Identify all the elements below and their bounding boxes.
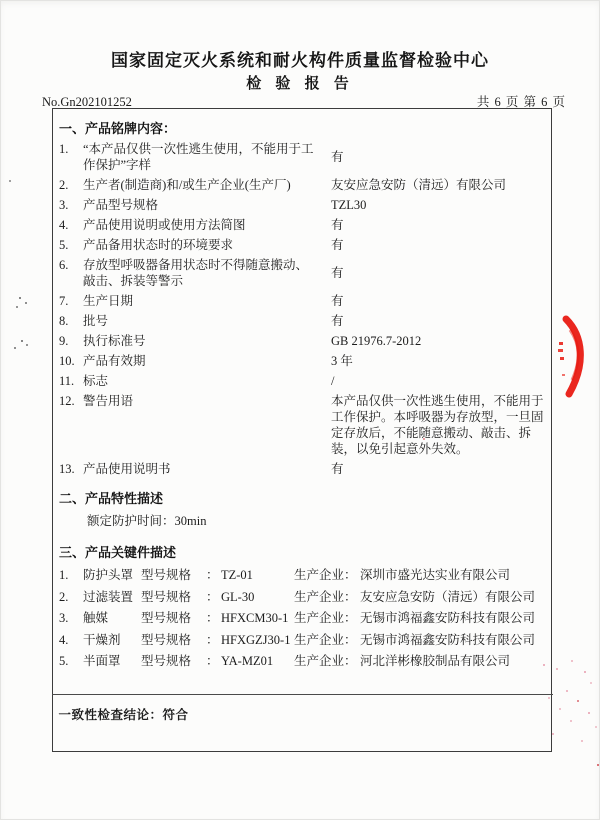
- producer-value: 深圳市盛光达实业有限公司: [360, 568, 511, 582]
- producer-label: 生产企业：: [294, 654, 357, 668]
- item-number: 3.: [59, 198, 69, 212]
- nameplate-item: [59, 333, 545, 349]
- colon: ：: [206, 589, 219, 604]
- model-value: GL-30: [221, 589, 255, 604]
- item-label: 产品使用说明书: [83, 462, 171, 476]
- part-name: 防护头罩: [83, 568, 134, 582]
- model-value: HFXGZJ30-1: [221, 632, 291, 647]
- item-label: 标志: [83, 374, 109, 388]
- model-value: YA-MZ01: [221, 654, 274, 668]
- nameplate-item: [59, 393, 545, 457]
- red-seal-stamp-fragment: [556, 312, 596, 402]
- section-key-parts: [59, 545, 545, 671]
- nameplate-item: [59, 237, 545, 253]
- scan-speckles-bottom-right: [543, 664, 545, 666]
- row-number: 1.: [59, 568, 69, 582]
- report-number: No.Gn202101252: [42, 95, 132, 109]
- item-value: 有: [331, 218, 344, 232]
- item-label: 产品型号规格: [83, 198, 159, 212]
- item-number: 7.: [59, 294, 69, 308]
- producer-value: 友安应急安防（清远）有限公司: [360, 589, 536, 604]
- item-value: /: [331, 374, 335, 388]
- item-number: 5.: [59, 238, 69, 252]
- item-number: 1.: [59, 142, 69, 156]
- nameplate-item: [59, 373, 545, 389]
- colon: ：: [206, 568, 219, 582]
- colon: ：: [206, 654, 219, 668]
- key-part-row: [59, 630, 545, 650]
- item-number: 13.: [59, 462, 75, 476]
- item-value: 有: [331, 294, 344, 308]
- producer-label: 生产企业：: [294, 632, 357, 647]
- nameplate-item: [59, 353, 545, 369]
- key-part-row: [59, 587, 545, 607]
- item-label: 生产者(制造商)和/或生产企业(生产厂): [83, 178, 291, 192]
- model-label: 型号规格: [141, 654, 192, 668]
- part-name: 过滤装置: [83, 589, 134, 604]
- report-title: 检 验 报 告: [246, 75, 354, 92]
- row-number: 5.: [59, 654, 69, 668]
- part-name: 触媒: [83, 611, 109, 625]
- model-label: 型号规格: [141, 568, 192, 582]
- row-number: 3.: [59, 611, 69, 625]
- producer-label: 生产企业：: [294, 568, 357, 582]
- item-number: 6.: [59, 258, 69, 272]
- item-number: 12.: [59, 394, 75, 408]
- section-key-parts-heading: 三、产品关键件描述: [59, 545, 177, 560]
- scan-speckles-left-margin: [19, 297, 21, 299]
- item-label: 警告用语: [83, 394, 134, 408]
- item-number: 11.: [59, 374, 75, 388]
- item-label: 生产日期: [83, 294, 134, 308]
- item-number: 4.: [59, 218, 69, 232]
- key-part-row: [59, 651, 545, 671]
- section-characteristics-heading: 二、产品特性描述: [59, 491, 164, 506]
- row-number: 2.: [59, 589, 69, 604]
- rated-protection-time: 额定防护时间：30min: [87, 514, 207, 528]
- item-number: 10.: [59, 354, 75, 368]
- nameplate-item: [59, 313, 545, 329]
- item-value: 3 年: [331, 354, 353, 368]
- model-label: 型号规格: [141, 632, 192, 647]
- key-part-row: [59, 565, 545, 585]
- nameplate-item: [59, 141, 545, 173]
- colon: ：: [206, 632, 219, 647]
- producer-label: 生产企业：: [294, 589, 357, 604]
- nameplate-item: [59, 177, 545, 193]
- item-number: 9.: [59, 334, 69, 348]
- item-label: 产品有效期: [83, 354, 146, 368]
- row-number: 4.: [59, 632, 69, 647]
- nameplate-item: [59, 293, 545, 309]
- nameplate-item: [59, 197, 545, 213]
- producer-value: 无锡市鸿福鑫安防科技有限公司: [360, 632, 536, 647]
- producer-value: 无锡市鸿福鑫安防科技有限公司: [360, 611, 536, 625]
- item-label: 执行标准号: [83, 334, 146, 348]
- item-value: 有: [331, 462, 344, 476]
- consistency-conclusion: 一致性检查结论：符合: [52, 694, 553, 751]
- item-value: 有: [331, 314, 344, 328]
- item-number: 8.: [59, 314, 69, 328]
- model-value: HFXCM30-1: [221, 611, 289, 625]
- report-body-box: [52, 108, 552, 752]
- page-info: 共 6 页 第 6 页: [476, 95, 566, 109]
- nameplate-item: [59, 217, 545, 233]
- key-part-row: [59, 608, 545, 628]
- item-value: 有: [331, 150, 344, 164]
- nameplate-item: [59, 257, 545, 289]
- org-title: 国家固定灭火系统和耐火构件质量监督检验中心: [111, 51, 489, 70]
- nameplate-item: [59, 461, 545, 477]
- item-value: 本产品仅供一次性逃生使用，不能用于工作保护。本呼吸器为存放型，一旦固定存放后，不能随意搬动、敲击、拆装，以免引起意外失效。: [331, 394, 544, 456]
- item-value: TZL30: [331, 198, 367, 212]
- item-number: 2.: [59, 178, 69, 192]
- item-value: GB 21976.7-2012: [331, 334, 422, 348]
- item-label: 批号: [83, 314, 109, 328]
- item-label: “本产品仅供一次性逃生使用，不能用于工作保护”字样: [83, 142, 314, 172]
- item-value: 有: [331, 266, 344, 280]
- producer-label: 生产企业：: [294, 611, 357, 625]
- item-value: 友安应急安防（清远）有限公司: [331, 178, 507, 192]
- part-name: 干燥剂: [83, 632, 121, 647]
- model-label: 型号规格: [141, 589, 192, 604]
- model-label: 型号规格: [141, 611, 192, 625]
- section-characteristics: [59, 491, 545, 531]
- item-label: 存放型呼吸器备用状态时不得随意搬动、敲击、拆装等警示: [83, 258, 309, 288]
- producer-value: 河北洋彬橡胶制品有限公司: [360, 654, 511, 668]
- model-value: TZ-01: [221, 568, 253, 582]
- section-nameplate-heading: 一、产品铭牌内容：: [59, 121, 177, 136]
- item-label: 产品使用说明或使用方法简图: [83, 218, 246, 232]
- colon: ：: [206, 611, 219, 625]
- item-label: 产品备用状态时的环境要求: [83, 238, 234, 252]
- part-name: 半面罩: [83, 654, 121, 668]
- item-value: 有: [331, 238, 344, 252]
